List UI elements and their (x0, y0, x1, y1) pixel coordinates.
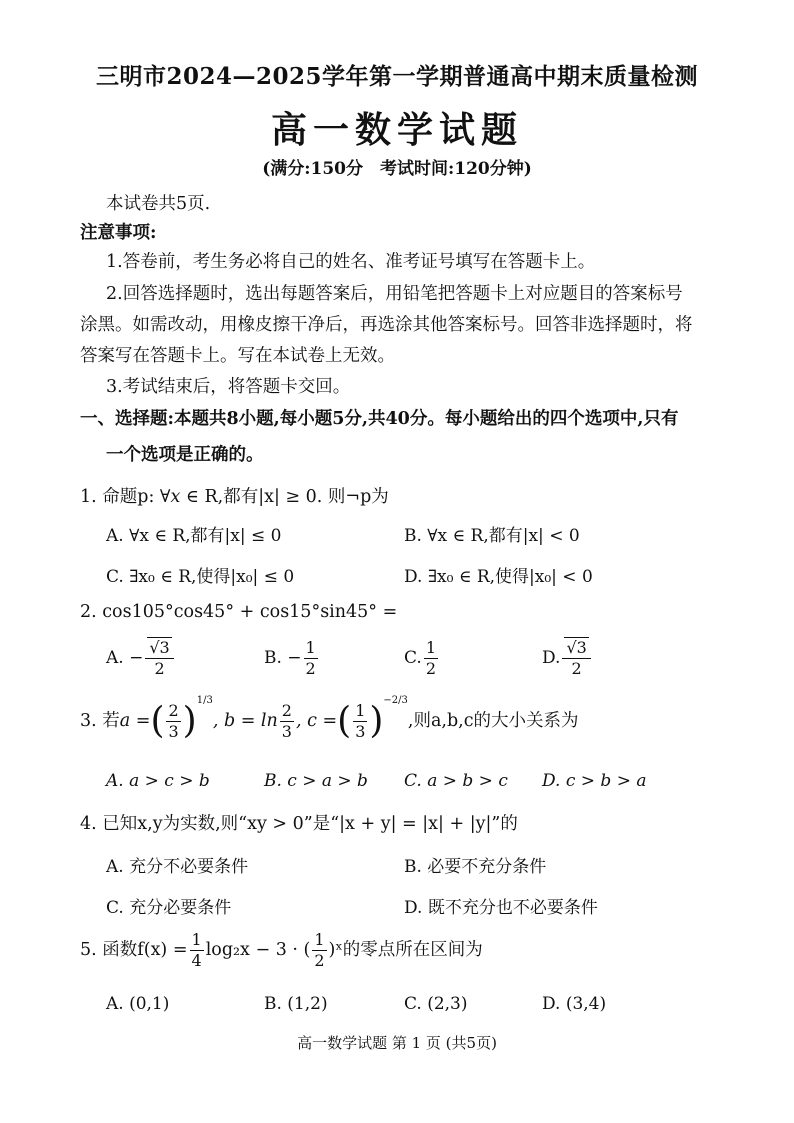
option-label: A. − (106, 648, 144, 668)
question-5-mid: log₂x − 3 · ( (205, 940, 311, 960)
fraction-c (353, 703, 367, 740)
numerator: √3 (149, 638, 170, 657)
exam-title: 高一数学试题 (270, 109, 523, 151)
question-1-text: ∈ R,都有|x| ≥ 0. 则¬p为 (185, 487, 389, 507)
question-3-stem: 3. 若a =( $\frac{2}{3}$ )$^{1/3}$, b = ln $\frac{2}{3}$ , c =( $\frac{1}{3}$ )$^{-2/3}$,则a,b,c的大小关系为 (80, 695, 579, 742)
question-4-stem: 4. 已知x,y为实数,则“xy > 0”是“|x + y| = |x| + |y|”的 (80, 814, 518, 834)
question-5-prefix: 5. 函数f(x) = (80, 940, 188, 960)
question-2-option-c[interactable] (404, 640, 440, 677)
question-4-option-c[interactable]: C. 充分必要条件 (106, 898, 232, 918)
question-1-option-c[interactable]: C. ∃x₀ ∈ R,使得|x₀| ≤ 0 (106, 567, 295, 587)
denominator: 3 (281, 722, 292, 741)
question-1-prefix: 1. 命题p: ∀ (80, 487, 171, 507)
intro-text: 本试卷共5页. (106, 194, 211, 214)
var-c-eq: , c = (295, 711, 338, 731)
notice-item-2a: 2.回答选择题时，选出每题答案后，用铅笔把答题卡上对应题目的答案标号 (106, 284, 683, 304)
notice-item-3: 3.考试结束后，将答题卡交回。 (106, 377, 351, 397)
exam-header: 三明市2024—2025学年第一学期普通高中期末质量检测 (95, 63, 699, 90)
option-label: D. (542, 648, 561, 668)
section-1-heading: 一、选择题:本题共8小题,每小题5分,共40分。每小题给出的四个选项中,只有 (80, 409, 679, 429)
denominator: 2 (314, 951, 325, 970)
fraction (424, 640, 438, 677)
page-footer: 高一数学试题 第 1 页 (共5页) (297, 1034, 497, 1052)
question-5-option-a[interactable]: A. (0,1) (106, 994, 170, 1014)
question-1-option-b[interactable]: B. ∀x ∈ R,都有|x| < 0 (404, 526, 580, 546)
question-3-option-d[interactable]: D. c > b > a (542, 771, 647, 791)
question-3-suffix: ,则a,b,c的大小关系为 (407, 711, 579, 731)
question-5-stem (80, 932, 483, 969)
numerator: √3 (566, 638, 587, 657)
question-4-option-a[interactable]: A. 充分不必要条件 (106, 857, 249, 877)
notice-item-2c: 答案写在答题卡上。写在本试卷上无效。 (80, 346, 395, 366)
exponent-c: −2/3 (383, 695, 408, 706)
exam-info: (满分:150分 考试时间:120分钟) (262, 159, 532, 179)
question-2-option-b[interactable] (264, 640, 320, 677)
denominator: 2 (305, 659, 316, 678)
fraction-b (280, 703, 294, 740)
numerator: 1 (355, 701, 366, 720)
question-2-stem: 2. cos105°cos45° + cos15°sin45° = (80, 602, 398, 622)
question-3-option-c[interactable]: C. a > b > c (404, 771, 508, 791)
fraction (145, 640, 173, 677)
denominator: 2 (571, 659, 582, 678)
question-5-option-d[interactable]: D. (3,4) (542, 994, 607, 1014)
fraction (304, 640, 318, 677)
numerator: 2 (168, 701, 179, 720)
notice-item-2b: 涂黑。如需改动，用橡皮擦干净后，再选涂其他答案标号。回答非选择题时，将 (80, 315, 693, 335)
question-3-prefix: 3. 若 (80, 711, 120, 731)
fraction-h (312, 932, 326, 969)
numerator: 1 (314, 930, 325, 949)
exponent-a: 1/3 (196, 695, 213, 706)
question-1-stem (80, 483, 389, 508)
fraction-a (166, 703, 180, 740)
fraction-f (190, 932, 204, 969)
fraction (562, 640, 590, 677)
question-5-suffix: )ˣ的零点所在区间为 (328, 940, 483, 960)
option-label: B. − (264, 648, 302, 668)
question-2-option-d[interactable] (542, 640, 593, 677)
var-b-eq: , b = ln (212, 711, 278, 731)
denominator: 4 (191, 951, 202, 970)
section-1-heading-cont: 一个选项是正确的。 (106, 445, 264, 465)
numerator: 1 (305, 638, 316, 657)
question-3-option-b[interactable]: B. c > a > b (264, 771, 368, 791)
option-label: C. (404, 648, 422, 668)
notice-item-1: 1.答卷前，考生务必将自己的姓名、准考证号填写在答题卡上。 (106, 252, 596, 272)
denominator: 3 (168, 722, 179, 741)
question-5-option-b[interactable]: B. (1,2) (264, 994, 328, 1014)
question-1-var: x (170, 487, 181, 507)
question-4-option-d[interactable]: D. 既不充分也不必要条件 (404, 898, 598, 918)
numerator: 1 (191, 930, 202, 949)
numerator: 1 (425, 638, 436, 657)
denominator: 2 (154, 659, 165, 678)
numerator: 2 (281, 701, 292, 720)
question-2-option-a[interactable] (106, 640, 176, 677)
question-4-option-b[interactable]: B. 必要不充分条件 (404, 857, 547, 877)
notice-heading: 注意事项: (80, 223, 157, 243)
var-a-eq: a = (119, 711, 151, 731)
denominator: 3 (355, 722, 366, 741)
question-5-option-c[interactable]: C. (2,3) (404, 994, 468, 1014)
question-3-option-a[interactable]: A. a > c > b (106, 771, 210, 791)
denominator: 2 (425, 659, 436, 678)
question-1-option-d[interactable]: D. ∃x₀ ∈ R,使得|x₀| < 0 (404, 567, 593, 587)
question-1-option-a[interactable]: A. ∀x ∈ R,都有|x| ≤ 0 (106, 526, 282, 546)
